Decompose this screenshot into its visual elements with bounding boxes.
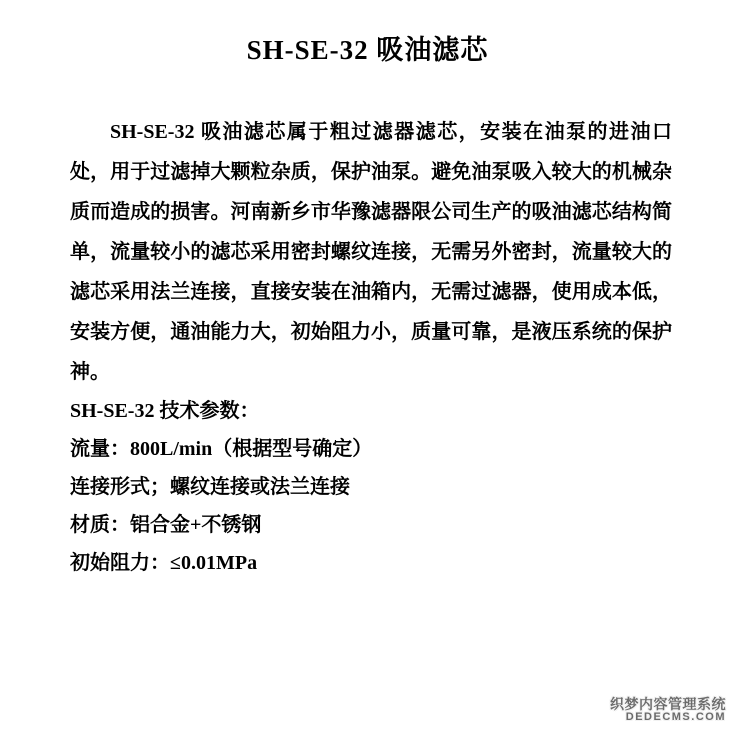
spec-line-connection: 连接形式；螺纹连接或法兰连接: [70, 476, 350, 498]
spec-line-flow: 流量：800L/min（根据型号确定）: [70, 438, 373, 460]
intro-paragraph: SH-SE-32 吸油滤芯属于粗过滤器滤芯，安装在油泵的进油口处，用于过滤掉大颗粒杂质，保护油泵。避免油泵吸入较大的机械杂质而造成的损害。河南新乡市华豫滤器限公司生产的吸油滤芯结构简单，流量较小的滤芯采用密封螺纹连接，无需另外密封，流量较大的滤芯采用法兰连接，直接安装在油箱内，无需过滤器，使用成本低，安装方便，通油能力大，初始阻力小，质量可靠，是液压系统的保护神。: [70, 121, 672, 383]
page-title: SH-SE-32 吸油滤芯: [246, 35, 489, 65]
cms-watermark: [610, 697, 726, 723]
spec-list: [70, 392, 672, 582]
spec-line-material: 材质：铝合金+不锈钢: [70, 514, 262, 536]
spec-line-initial-resistance: 初始阻力：≤0.01MPa: [70, 552, 258, 574]
spec-heading: SH-SE-32 技术参数：: [70, 400, 260, 422]
watermark-cms-domain: DEDECMS.COM: [625, 711, 726, 723]
watermark-cms-name: 织梦内容管理系统: [610, 696, 726, 712]
